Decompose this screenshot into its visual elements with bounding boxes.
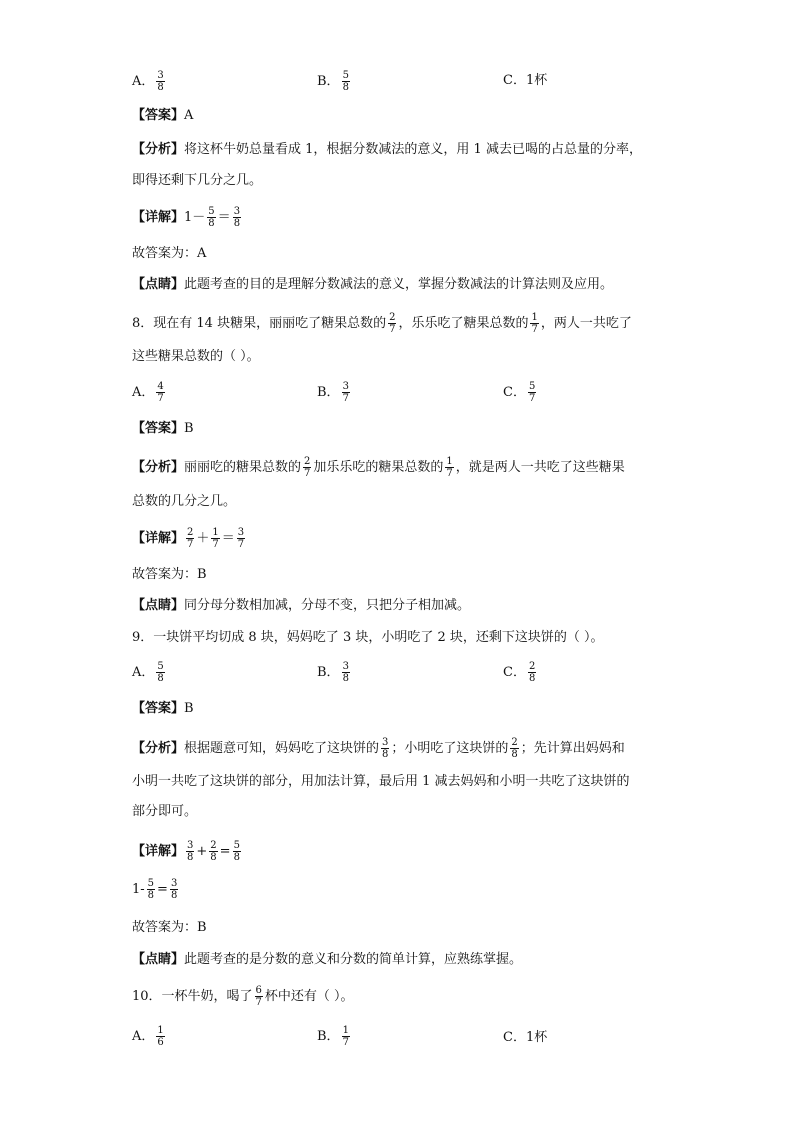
q7-answer: 【答案】A xyxy=(132,108,194,123)
fraction: $\frac{5}{8}$ xyxy=(157,661,164,684)
fraction: $\frac{5}{8}$ xyxy=(208,206,215,229)
fraction: $\frac{2}{7}$ xyxy=(389,312,396,335)
q8-final-answer: 故答案为：B xyxy=(132,567,207,582)
q8-stem-line1: 8．现在有 14 块糖果，丽丽吃了糖果总数的 $\frac{2}{7}$ ，乐乐吃了糖果总数的 $\frac{1}{7}$ ，两人一共吃了 xyxy=(132,312,632,335)
q8-option-b: B． $\frac{3}{7}$ xyxy=(317,381,349,404)
fraction: $\frac{2}{8}$ xyxy=(210,840,217,863)
fraction: $\frac{3}{8}$ xyxy=(157,70,164,93)
fraction: $\frac{2}{7}$ xyxy=(187,527,194,550)
fraction: $\frac{1}{7}$ xyxy=(212,527,219,550)
fraction: $\frac{6}{7}$ xyxy=(255,985,262,1008)
q9-detail: 【详解】 $\frac{3}{8}$ + $\frac{2}{8}$ = $\frac{5}{8}$ xyxy=(132,840,240,863)
q7-analysis-line2: 即得还剩下几分之几。 xyxy=(132,173,263,188)
q10-stem: 10．一杯牛奶，喝了 $\frac{6}{7}$ 杯中还有（ ）。 xyxy=(132,985,354,1008)
q8-stem-line2: 这些糖果总数的（ ）。 xyxy=(132,349,260,364)
q9-analysis-line1: 【分析】根据题意可知，妈妈吃了这块饼的 $\frac{3}{8}$ ；小明吃了这块饼的 $\frac{2}{8}$ ；先计算出妈妈和 xyxy=(132,737,625,760)
fraction: $\frac{2}{8}$ xyxy=(511,737,518,760)
fraction: $\frac{3}{8}$ xyxy=(342,661,349,684)
q10-option-b: B． $\frac{1}{7}$ xyxy=(317,1025,349,1048)
fraction: $\frac{2}{8}$ xyxy=(528,661,536,684)
q9-option-b: B． $\frac{3}{8}$ xyxy=(317,661,349,684)
q9-stem: 9．一块饼平均切成 8 块，妈妈吃了 3 块，小明吃了 2 块，还剩下这块饼的（ ）。 xyxy=(132,630,604,645)
q8-detail: 【详解】 $\frac{2}{7}$ ＋ $\frac{1}{7}$ ＝ $\frac{3}{7}$ xyxy=(132,527,245,550)
q7-comment: 【点睛】此题考查的目的是理解分数减法的意义，掌握分数减法的计算法则及应用。 xyxy=(132,277,614,292)
q9-comment: 【点睛】此题考查的是分数的意义和分数的简单计算，应熟练掌握。 xyxy=(132,952,523,967)
q8-option-c: C． $\frac{5}{7}$ xyxy=(503,381,536,404)
fraction: $\frac{5}{7}$ xyxy=(528,381,536,404)
fraction: $\frac{1}{7}$ xyxy=(531,312,538,335)
fraction: $\frac{1}{7}$ xyxy=(342,1025,349,1048)
q10-option-c: C．1杯 xyxy=(503,1030,548,1045)
fraction: $\frac{5}{8}$ xyxy=(233,840,240,863)
q8-comment: 【点睛】同分母分数相加减，分母不变，只把分子相加减。 xyxy=(132,598,471,613)
fraction: $\frac{3}{8}$ xyxy=(382,737,389,760)
fraction: $\frac{2}{7}$ xyxy=(304,456,311,479)
q9-analysis-line2: 小明一共吃了这块饼的部分，用加法计算，最后用 1 减去妈妈和小明一共吃了这块饼的 xyxy=(132,774,630,789)
q7-option-a: A． $\frac{3}{8}$ xyxy=(132,70,164,93)
q7-detail: 【详解】1－ $\frac{5}{8}$ ＝ $\frac{3}{8}$ xyxy=(132,206,241,229)
q10-option-a: A． $\frac{1}{6}$ xyxy=(132,1025,164,1048)
fraction: $\frac{4}{7}$ xyxy=(157,381,164,404)
fraction: $\frac{3}{8}$ xyxy=(187,840,194,863)
q8-answer: 【答案】B xyxy=(132,421,194,436)
fraction: $\frac{3}{8}$ xyxy=(170,878,178,901)
q7-final-answer: 故答案为：A xyxy=(132,246,207,261)
q9-answer: 【答案】B xyxy=(132,701,194,716)
fraction: $\frac{1}{7}$ xyxy=(446,456,453,479)
q9-final-answer: 故答案为：B xyxy=(132,920,207,935)
q9-analysis-line3: 部分即可。 xyxy=(132,804,198,819)
q7-analysis-line1: 【分析】将这杯牛奶总量看成 1，根据分数减法的意义，用 1 减去已喝的占总量的分率， xyxy=(132,142,642,157)
fraction: $\frac{3}{7}$ xyxy=(237,527,245,550)
q7-option-c: C．1杯 xyxy=(503,73,548,88)
q9-detail-line2: 1- $\frac{5}{8}$ = $\frac{3}{8}$ xyxy=(132,878,178,901)
fraction: $\frac{5}{8}$ xyxy=(147,878,155,901)
q8-analysis-line1: 【分析】丽丽吃的糖果总数的 $\frac{2}{7}$ 加乐乐吃的糖果总数的 $\frac{1}{7}$ ，就是两人一共吃了这些糖果 xyxy=(132,456,625,479)
q9-option-c: C． $\frac{2}{8}$ xyxy=(503,661,536,684)
fraction: $\frac{1}{6}$ xyxy=(157,1025,164,1048)
q8-option-a: A． $\frac{4}{7}$ xyxy=(132,381,164,404)
fraction: $\frac{3}{7}$ xyxy=(342,381,349,404)
q8-analysis-line2: 总数的几分之几。 xyxy=(132,494,237,509)
q7-option-b: B． $\frac{5}{8}$ xyxy=(317,70,349,93)
fraction: $\frac{5}{8}$ xyxy=(342,70,349,93)
q9-option-a: A． $\frac{5}{8}$ xyxy=(132,661,164,684)
fraction: $\frac{3}{8}$ xyxy=(233,206,241,229)
